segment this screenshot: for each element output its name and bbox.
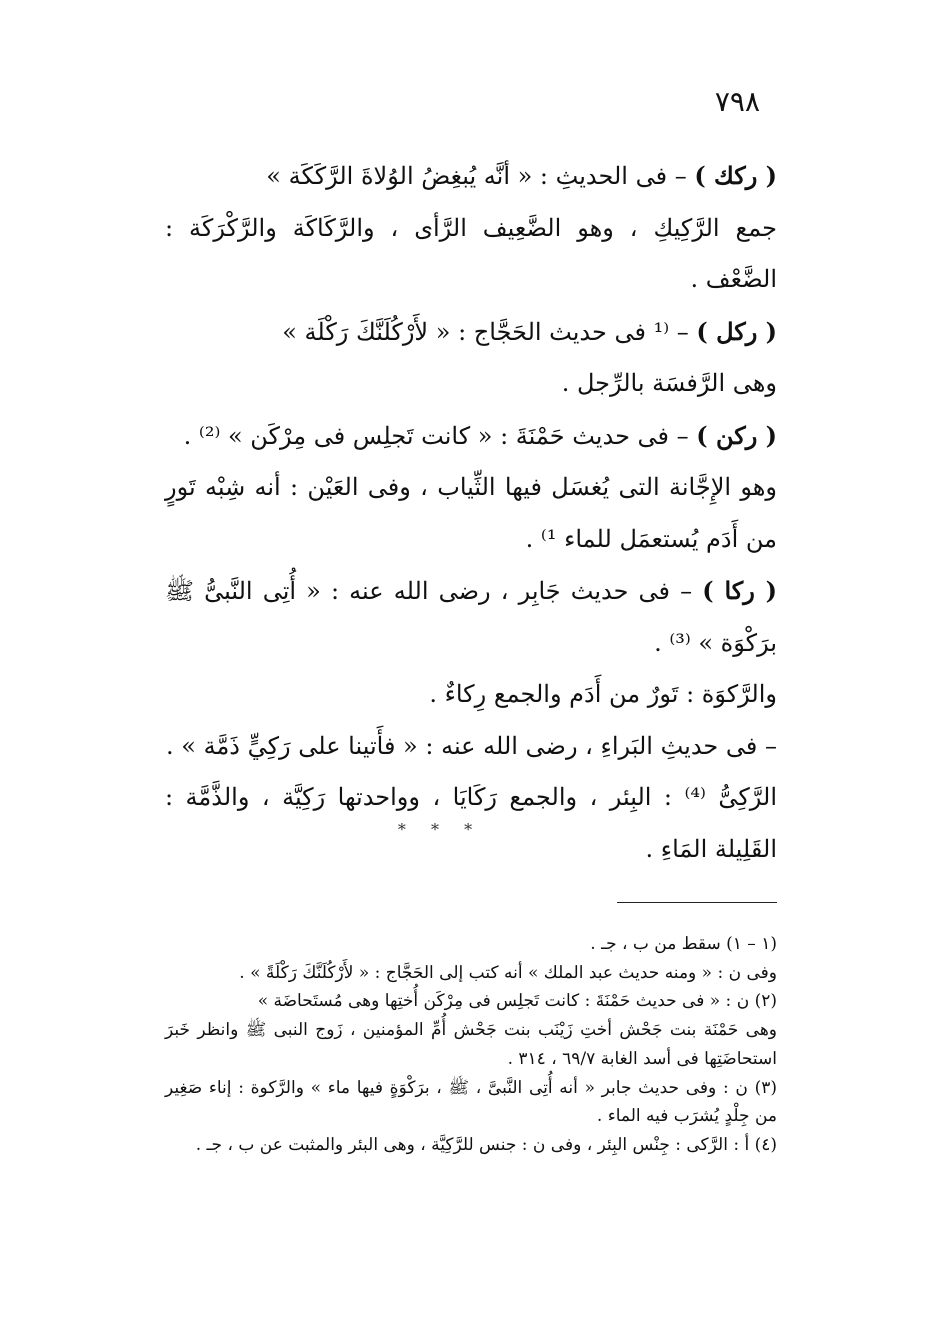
entry-headword: ( ركن ) bbox=[696, 420, 777, 450]
footnotes bbox=[165, 930, 777, 1160]
section-separator: * * * bbox=[397, 820, 483, 839]
entry-headword: ( ركل ) bbox=[696, 316, 777, 346]
entry-paragraph bbox=[165, 565, 777, 669]
entry-paragraph bbox=[165, 306, 777, 359]
footnote: (١ – ١) سقط من ب ، جـ . bbox=[590, 934, 777, 954]
footnote: (٣) ن : وفى حديث جابر « أنه أُتِى النَّبىَّ ، ﷺ ، برَكْوَةٍ فيها ماء » والرَّكوة : إناء صَغِير من جِلْدٍ يُشرَب فيه الماء . bbox=[165, 1077, 777, 1127]
entry-paragraph bbox=[165, 721, 777, 773]
footnote: (٢) ن : « فى حديث حَمْنَةَ : كانت تَجلِس فى مِرْكَن أُختِها وهى مُستَحاضَة » bbox=[257, 991, 777, 1012]
entry-text: وهى الرَّفسَة بالرِّجل . bbox=[561, 369, 777, 397]
entry-paragraph bbox=[165, 410, 777, 463]
entry-headword: ( ركك ) bbox=[694, 161, 777, 190]
entry-paragraph bbox=[165, 203, 777, 306]
footnote-divider bbox=[617, 902, 777, 903]
main-text bbox=[165, 150, 777, 875]
entry-paragraph bbox=[165, 358, 777, 410]
entry-text: الرَّكِىُّ ⁽⁴⁾ : البِئر ، والجمع رَكَايَا ، وواحدتها رَكِيَّة ، والذَّمَّة : القَلِيلة المَاءِ . bbox=[165, 783, 777, 863]
entry-text: وهو الإِجَّانة التى يُغسَل فيها الثِّياب ، وفى العَيْن : أنه شِبْه تَورٍ من أَدَم يُستعمَل للماء ¹⁾ . bbox=[165, 473, 777, 553]
entry-paragraph bbox=[165, 150, 777, 203]
footnote: وفى ن : « ومنه حديث عبد الملك » أنه كتب إلى الحَجَّاج : « لأَرْكُلَنَّكَ رَكْلَةً » . bbox=[239, 962, 777, 983]
entry-text: – فى الحديثِ : « أنَّه يُبغِضُ الوُلاةَ الرَّكَكَة » bbox=[266, 162, 695, 190]
entry-text: والرَّكوَة : تَورٌ من أَدَم والجمع رِكاءٌ . bbox=[429, 680, 777, 708]
entry-text: – فى حديث حَمْنَةَ : « كانت تَجلِس فى مِرْكَن » ⁽²⁾ . bbox=[183, 421, 697, 450]
entry-paragraph bbox=[165, 462, 777, 565]
entry-text: – فى حديثِ البَراءِ ، رضى الله عنه : « فأَتينا على رَكِيٍّ ذَمَّة » . bbox=[166, 731, 777, 760]
entry-paragraph bbox=[165, 669, 777, 721]
entry-text: – ⁽¹ فى حديث الحَجَّاج : « لأَرْكُلَنَّكَ رَكْلَة » bbox=[282, 317, 697, 346]
entry-text: جمع الرَّكِيكِ ، وهو الضَّعِيف الرَّأى ، والرَّكَاكَة والرَّكْرَكَة : الضَّعْف . bbox=[165, 213, 777, 293]
footnote: (٤) أ : الرَّكى : جِنْس البِئر ، وفى ن : جنس للرَّكِيَّة ، وهى البئر والمثبت عن ب ، جـ . bbox=[195, 1134, 777, 1155]
entry-headword: ( ركا ) bbox=[702, 576, 777, 605]
page-number: ٧٩٨ bbox=[714, 85, 760, 118]
footnote: وهى حَمْنَة بنت جَحْش أختِ زَيْنَب بنت جَحْش أُمِّ المؤمنين ، زَوج النبى ﷺ وانظر خَبرَ استحاضَتِها فى أسد الغابة ٦٩/٧ ، ٣١٤ . bbox=[165, 1020, 777, 1069]
entry-text: – فى حديث جَابِر ، رضى الله عنه : « أُتِى النَّبىُّ ﷺ برَكْوَة » ⁽³⁾ . bbox=[165, 577, 777, 657]
